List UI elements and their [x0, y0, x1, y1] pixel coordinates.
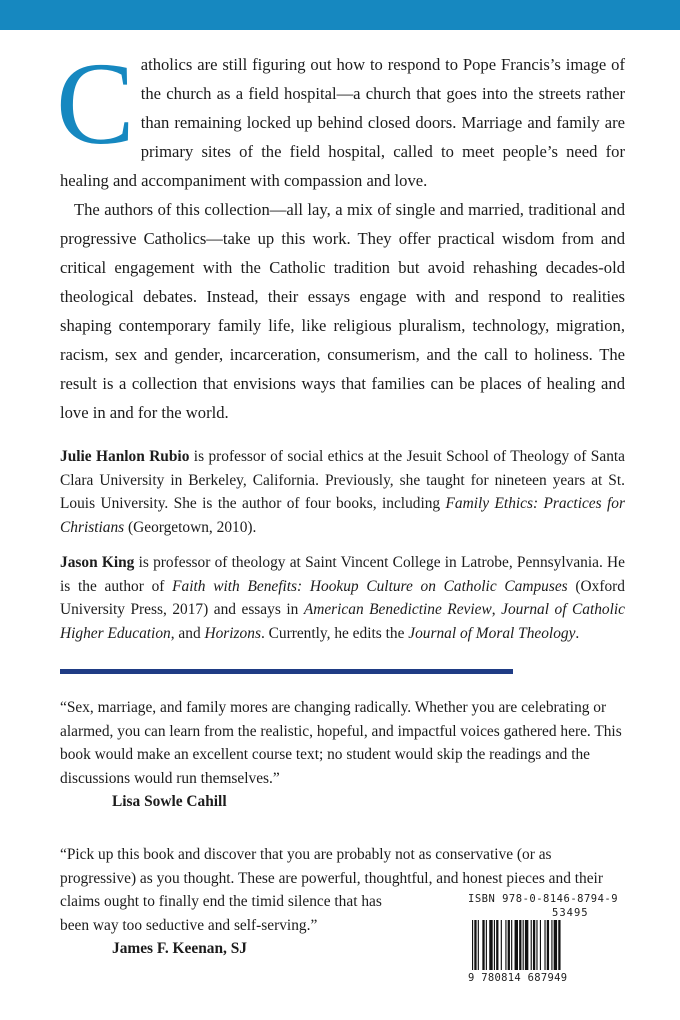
barcode-bar [474, 920, 476, 970]
author-name: Julie Hanlon Rubio [60, 448, 190, 465]
book-title: Family Ethics: Practices for Christians [60, 495, 625, 536]
barcode-bar [515, 920, 518, 970]
barcode-bar [496, 920, 498, 970]
intro-text: atholics are still figuring out how to respond to Pope Francis’s image of the church as a field hospital—a church that goes into the streets rather than remaining locked up behind closed doors. Marriage and family are primary sites of the field hospital, called to meet people’s need for healing and accompaniment with compassion and love. [60, 55, 625, 190]
barcode-bars [468, 920, 613, 972]
barcode-bar [505, 920, 506, 970]
isbn-digits: 9 780814 687949 [468, 972, 568, 984]
barcode-bar [523, 920, 524, 970]
book-title: Faith with Benefits: Hookup Culture on Catholic Campuses [172, 577, 568, 595]
divider-rule [60, 669, 513, 674]
barcode-bar [489, 920, 492, 970]
description-paragraph: The authors of this collection—all lay, a mix of single and married, traditional and progressive Catholics—take up this work. They offer practical wisdom from and critical engagement with the Catholic tradition but avoid rehashing decades-old theological debates. Instead, their essays engage with and respond to realities shaping contemporary family life, like religious pluralism, technology, migration, racism, sex and gender, incarceration, consumerism, and the call to holiness. The result is a collection that envisions ways that families can be places of healing and love in and for the world. [60, 200, 625, 422]
barcode-bar [486, 920, 487, 970]
endorsement-author: James F. Keenan, SJ [112, 940, 247, 957]
intro-paragraph [56, 38, 625, 195]
barcode-bar [519, 920, 521, 970]
barcode-bar [547, 920, 549, 970]
top-color-band [0, 0, 680, 30]
barcode-bar [508, 920, 510, 970]
author-bio-rubio: Julie Hanlon Rubio is professor of social ethics at the Jesuit School of Theology of Santa Clara University in Berkeley, California. Previously, she taught for nineteen years at St. Louis University. She is the author of four books, including Family Ethics: Practices for Christians (Georgetown, 2010). [60, 448, 626, 536]
endorsement-text-end: been way too seductive and self-serving.” [60, 916, 318, 934]
barcode-bar [511, 920, 512, 970]
barcode-bar [501, 920, 502, 970]
drop-cap: C [56, 38, 135, 169]
barcode-bar [558, 920, 560, 970]
author-name: Jason King [60, 554, 135, 571]
barcode-bar [494, 920, 495, 970]
endorsement-author: Lisa Sowle Cahill [112, 793, 227, 810]
barcode-bar [533, 920, 535, 970]
endorsement-text: “Pick up this book and discover that you are probably not as conservative (or as progressive) as you thought. These are powerful, thoughtful, and honest pieces and their claims ought to finally end the timid silence that has [60, 846, 603, 910]
barcode-bar [482, 920, 484, 970]
barcode-bar [478, 920, 479, 970]
isbn-label: ISBN 978-0-8146-8794-9 [468, 893, 619, 905]
endorsement-text: “Sex, marriage, and family mores are changing radically. Whether you are celebrating or alarmed, you can learn from the realistic, hopeful, and impactful voices gathered here. This book would make an excellent course text; no student would skip the readings and the discussions would run themselves.” [60, 699, 622, 787]
endorsement-cahill [60, 696, 625, 814]
barcode-bar [551, 920, 552, 970]
price-code: 53495 [552, 907, 589, 919]
barcode-bar [536, 920, 537, 970]
author-bio-king: Jason King is professor of theology at Saint Vincent College in Latrobe, Pennsylvania. He is the author of Faith with Benefits: Hookup Culture on Catholic Campuses (Oxford University Press, 2017) and essays in American Benedictine Review, Journal of Catholic Higher Education, and Horizons. Currently, he edits the Journal of Moral Theology. [60, 554, 625, 642]
back-cover-text [56, 38, 626, 645]
barcode-bar [544, 920, 545, 970]
isbn-barcode [468, 893, 619, 985]
barcode-bar [554, 920, 557, 970]
barcode-bar [472, 920, 473, 970]
barcode-bar [540, 920, 541, 970]
barcode-bar [525, 920, 528, 970]
barcode-bar [531, 920, 532, 970]
